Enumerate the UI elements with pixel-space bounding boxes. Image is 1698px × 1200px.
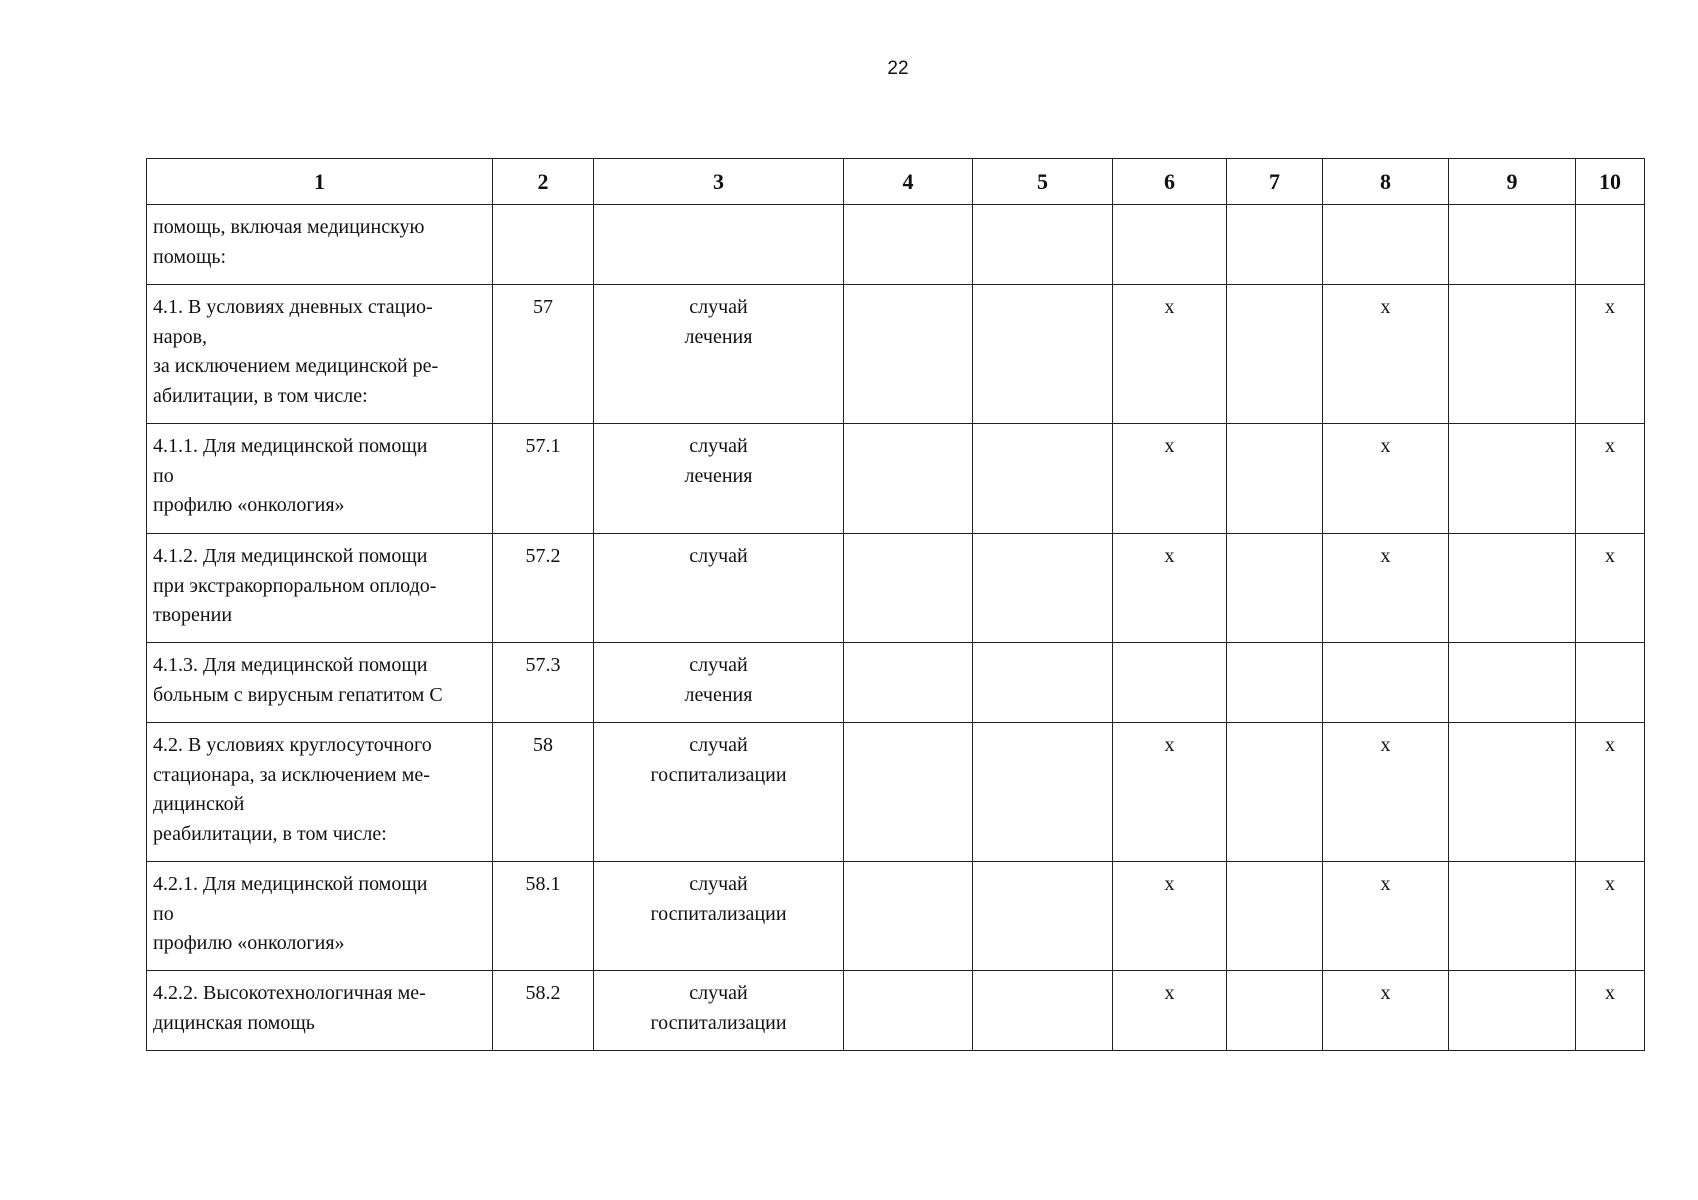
table-cell: х bbox=[1113, 862, 1227, 971]
column-header: 2 bbox=[493, 159, 594, 205]
table-cell bbox=[844, 205, 973, 285]
table-cell bbox=[1449, 534, 1576, 643]
column-header: 1 bbox=[147, 159, 493, 205]
table-cell bbox=[1449, 971, 1576, 1051]
column-header: 3 bbox=[594, 159, 844, 205]
table-cell bbox=[1449, 424, 1576, 534]
table-cell bbox=[973, 424, 1113, 534]
column-header: 7 bbox=[1227, 159, 1323, 205]
table-row bbox=[147, 424, 1645, 534]
row-name-cell: 4.1.2. Для медицинской помощи при экстракорпоральном оплодо- творении bbox=[147, 534, 493, 643]
table-cell bbox=[973, 971, 1113, 1051]
table-cell bbox=[1227, 862, 1323, 971]
row-unit-cell: случай лечения bbox=[594, 424, 844, 534]
row-name-cell: 4.2.2. Высокотехнологичная ме- дицинская помощь bbox=[147, 971, 493, 1051]
table-row bbox=[147, 534, 1645, 643]
table-cell bbox=[1449, 205, 1576, 285]
table-cell bbox=[973, 285, 1113, 424]
table-cell: х bbox=[1113, 424, 1227, 534]
row-unit-cell: случай госпитализации bbox=[594, 723, 844, 862]
row-unit-cell: случай лечения bbox=[594, 643, 844, 723]
table-cell bbox=[1227, 424, 1323, 534]
table-cell bbox=[1227, 723, 1323, 862]
row-name-cell: 4.1.1. Для медицинской помощи по профилю «онкология» bbox=[147, 424, 493, 534]
table-row bbox=[147, 862, 1645, 971]
table-cell: х bbox=[1323, 971, 1449, 1051]
table-cell bbox=[1449, 862, 1576, 971]
row-unit-cell: случай госпитализации bbox=[594, 862, 844, 971]
table-cell bbox=[973, 862, 1113, 971]
table-cell bbox=[844, 971, 973, 1051]
table-cell bbox=[973, 723, 1113, 862]
table-cell bbox=[844, 643, 973, 723]
row-name-cell: помощь, включая медицинскую помощь: bbox=[147, 205, 493, 285]
row-unit-cell: случай лечения bbox=[594, 285, 844, 424]
table-cell: х bbox=[1576, 862, 1645, 971]
row-name-cell: 4.1.3. Для медицинской помощи больным с вирусным гепатитом С bbox=[147, 643, 493, 723]
column-header: 8 bbox=[1323, 159, 1449, 205]
table-cell bbox=[1113, 643, 1227, 723]
row-unit-cell: случай bbox=[594, 534, 844, 643]
row-name-cell: 4.2. В условиях круглосуточного стационара, за исключением ме- дицинской реабилитации, в том числе: bbox=[147, 723, 493, 862]
table-cell bbox=[1576, 643, 1645, 723]
table-cell: х bbox=[1576, 534, 1645, 643]
table-row bbox=[147, 285, 1645, 424]
table-cell: х bbox=[1113, 534, 1227, 643]
table-cell bbox=[973, 205, 1113, 285]
table-cell bbox=[1323, 205, 1449, 285]
table-cell: х bbox=[1113, 971, 1227, 1051]
table-cell bbox=[844, 723, 973, 862]
table-cell bbox=[1227, 534, 1323, 643]
table-cell bbox=[1449, 285, 1576, 424]
row-unit-cell bbox=[594, 205, 844, 285]
table-cell bbox=[1449, 723, 1576, 862]
column-header: 9 bbox=[1449, 159, 1576, 205]
column-header: 6 bbox=[1113, 159, 1227, 205]
row-code-cell: 57.3 bbox=[493, 643, 594, 723]
table-cell bbox=[973, 534, 1113, 643]
table-row bbox=[147, 205, 1645, 285]
row-name-cell: 4.1. В условиях дневных стацио- наров, за исключением медицинской ре- абилитации, в том числе: bbox=[147, 285, 493, 424]
table-cell bbox=[973, 643, 1113, 723]
table-row bbox=[147, 643, 1645, 723]
column-header: 5 bbox=[973, 159, 1113, 205]
table-cell: х bbox=[1323, 285, 1449, 424]
table-cell: х bbox=[1323, 424, 1449, 534]
table-cell: х bbox=[1323, 723, 1449, 862]
row-name-cell: 4.2.1. Для медицинской помощи по профилю «онкология» bbox=[147, 862, 493, 971]
page-number: 22 bbox=[887, 58, 909, 79]
row-code-cell: 58.1 bbox=[493, 862, 594, 971]
table-cell bbox=[1449, 643, 1576, 723]
data-table bbox=[146, 158, 1645, 1051]
table-cell bbox=[1576, 205, 1645, 285]
table-cell bbox=[1113, 205, 1227, 285]
table-cell bbox=[844, 285, 973, 424]
table-cell: х bbox=[1576, 723, 1645, 862]
table-cell bbox=[844, 862, 973, 971]
table-cell: х bbox=[1323, 862, 1449, 971]
row-code-cell: 57.1 bbox=[493, 424, 594, 534]
table-cell bbox=[1227, 285, 1323, 424]
table-cell: х bbox=[1113, 723, 1227, 862]
table-cell: х bbox=[1323, 534, 1449, 643]
row-unit-cell: случай госпитализации bbox=[594, 971, 844, 1051]
row-code-cell: 57.2 bbox=[493, 534, 594, 643]
table-cell: х bbox=[1576, 971, 1645, 1051]
table-row bbox=[147, 971, 1645, 1051]
row-code-cell: 58 bbox=[493, 723, 594, 862]
row-code-cell: 58.2 bbox=[493, 971, 594, 1051]
column-header: 10 bbox=[1576, 159, 1645, 205]
table-cell bbox=[1227, 205, 1323, 285]
table-cell bbox=[1323, 643, 1449, 723]
header-row bbox=[147, 159, 1645, 205]
table-cell bbox=[844, 424, 973, 534]
row-code-cell: 57 bbox=[493, 285, 594, 424]
row-code-cell bbox=[493, 205, 594, 285]
column-header: 4 bbox=[844, 159, 973, 205]
table-cell: х bbox=[1113, 285, 1227, 424]
table-row bbox=[147, 723, 1645, 862]
table-cell: х bbox=[1576, 424, 1645, 534]
table-cell bbox=[1227, 643, 1323, 723]
table-cell bbox=[1227, 971, 1323, 1051]
table-cell bbox=[844, 534, 973, 643]
table-cell: х bbox=[1576, 285, 1645, 424]
